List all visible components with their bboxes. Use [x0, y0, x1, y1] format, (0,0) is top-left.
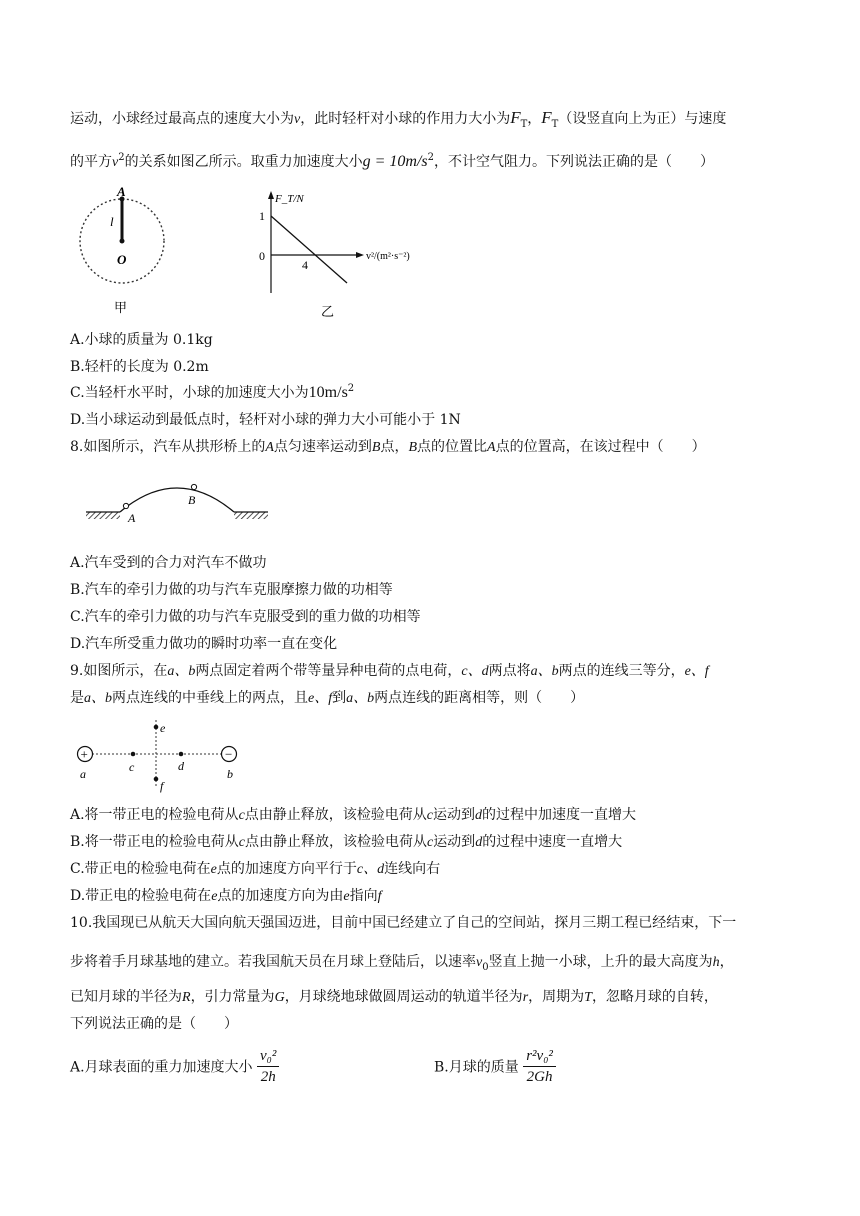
- y-axis-arrow: [268, 191, 274, 199]
- point-d: [179, 752, 184, 757]
- label-b: b: [227, 767, 233, 781]
- ground-right: [234, 512, 268, 519]
- q9-stem-line2: 是a、b两点连线的中垂线上的两点，且e、f到a、b两点连线的距离相等，则（ ）: [70, 690, 585, 706]
- label-A: A: [117, 186, 126, 199]
- ft-line: [271, 216, 347, 283]
- q8-option-d: D.汽车所受重力做功的瞬时功率一直在变化: [70, 636, 338, 652]
- q7-option-c: C.当轻杆水平时，小球的加速度大小为$10m/s^2$: [70, 383, 355, 401]
- point-B: [191, 484, 196, 489]
- bridge-arch: [120, 488, 234, 512]
- q9-option-c: C.带正电的检验电荷在e点的加速度方向平行于c、d连线向右: [70, 861, 441, 877]
- figure-arch-bridge: [80, 476, 280, 532]
- point-e: [154, 725, 159, 730]
- point-A: [123, 503, 128, 508]
- q10-option-b: B.月球的质量 $\frac{\text{r²v₀²}}{2Gh}$: [434, 1046, 556, 1087]
- pivot-O: [120, 239, 125, 244]
- label-c: c: [129, 760, 135, 774]
- y-axis-label: F_T/N: [275, 193, 304, 205]
- point-f: [154, 777, 159, 782]
- q7-option-a: A.小球的质量为 0.1kg: [70, 332, 213, 348]
- figure-yi-graph: [250, 188, 450, 320]
- figure-charges: [70, 716, 250, 796]
- q8-option-b: B.汽车的牵引力做的功与汽车克服摩擦力做的功相等: [70, 582, 393, 598]
- label-O: O: [117, 252, 127, 267]
- minus-sign: −: [225, 746, 233, 762]
- q8-option-c: C.汽车的牵引力做的功与汽车克服受到的重力做的功相等: [70, 609, 421, 625]
- tick-4: 4: [302, 258, 308, 272]
- figure-jia-circle: [70, 186, 170, 316]
- q8-stem: 8.如图所示，汽车从拱形桥上的A点匀速率运动到B点，B点的位置比A点的位置高，在该过程中（ ）: [70, 439, 706, 455]
- q10-stem-line4: 下列说法正确的是（ ）: [70, 1016, 238, 1032]
- tick-0: 0: [259, 249, 265, 263]
- q9-stem-line1: 9.如图所示，在a、b两点固定着两个带等量异种电荷的点电荷，c、d两点将a、b两点的连线三等分，e、f: [70, 663, 709, 679]
- q10-stem-line2: 步将着手月球基地的建立。若我国航天员在月球上登陆后，以速率$v_0$竖直上抛一小球，上升的最大高度为h，: [70, 954, 734, 973]
- q9-option-a: A.将一带正电的检验电荷从c点由静止释放，该检验电荷从c运动到d的过程中加速度一直增大: [70, 807, 636, 823]
- point-c: [131, 752, 136, 757]
- q9-option-b: B.将一带正电的检验电荷从c点由静止释放，该检验电荷从c运动到d的过程中速度一直增大: [70, 834, 623, 850]
- q10-option-a: A.月球表面的重力加速度大小 $\frac{\text{v₀²}}{2h}$: [70, 1046, 279, 1087]
- q10-stem-line1: 10.我国现已从航天大国向航天强国迈进，目前中国已经建立了自己的空间站，探月三期工程已经结束，下一: [70, 915, 737, 931]
- label-e: e: [160, 721, 166, 735]
- fraction-g: $\frac{\text{v₀²}}{2h}$: [257, 1046, 279, 1087]
- label-A: A: [128, 511, 136, 525]
- x-axis-label: v²/(m²·s⁻²): [366, 251, 410, 262]
- label-f: f: [160, 779, 164, 793]
- label-l: l: [110, 214, 114, 229]
- label-a: a: [80, 767, 86, 781]
- q7-stem-line2: 的平方$v^2$的关系如图乙所示。取重力加速度大小$g = 10m/s^2$，不计空气阻力。下列说法正确的是（ ）: [70, 152, 714, 170]
- caption-yi: 乙: [321, 304, 335, 319]
- ground-left: [86, 512, 120, 519]
- fraction-mass: $\frac{\text{r²v₀²}}{2Gh}$: [523, 1046, 556, 1087]
- caption-jia: 甲: [114, 300, 128, 315]
- q10-stem-line3: 已知月球的半径为R，引力常量为G，月球绕地球做圆周运动的轨道半径为r，周期为T，忽略月球的自转，: [70, 989, 718, 1005]
- q7-option-d: D.当小球运动到最低点时，轻杆对小球的弹力大小可能小于 1N: [70, 412, 461, 428]
- label-B: B: [188, 493, 196, 507]
- x-axis-arrow: [356, 252, 364, 258]
- q8-option-a: A.汽车受到的合力对汽车不做功: [70, 555, 267, 571]
- plus-sign: +: [80, 746, 88, 762]
- label-d: d: [178, 759, 184, 773]
- tick-1: 1: [259, 209, 265, 223]
- q7-stem-line1: 运动，小球经过最高点的速度大小为v，此时轻杆对小球的作用力大小为$F_T$，$F_T$（设竖直向上为正）与速度: [70, 108, 727, 130]
- q7-option-b: B.轻杆的长度为 0.2m: [70, 359, 209, 375]
- q9-option-d: D.带正电的检验电荷在e点的加速度方向为由e指向f: [70, 888, 382, 904]
